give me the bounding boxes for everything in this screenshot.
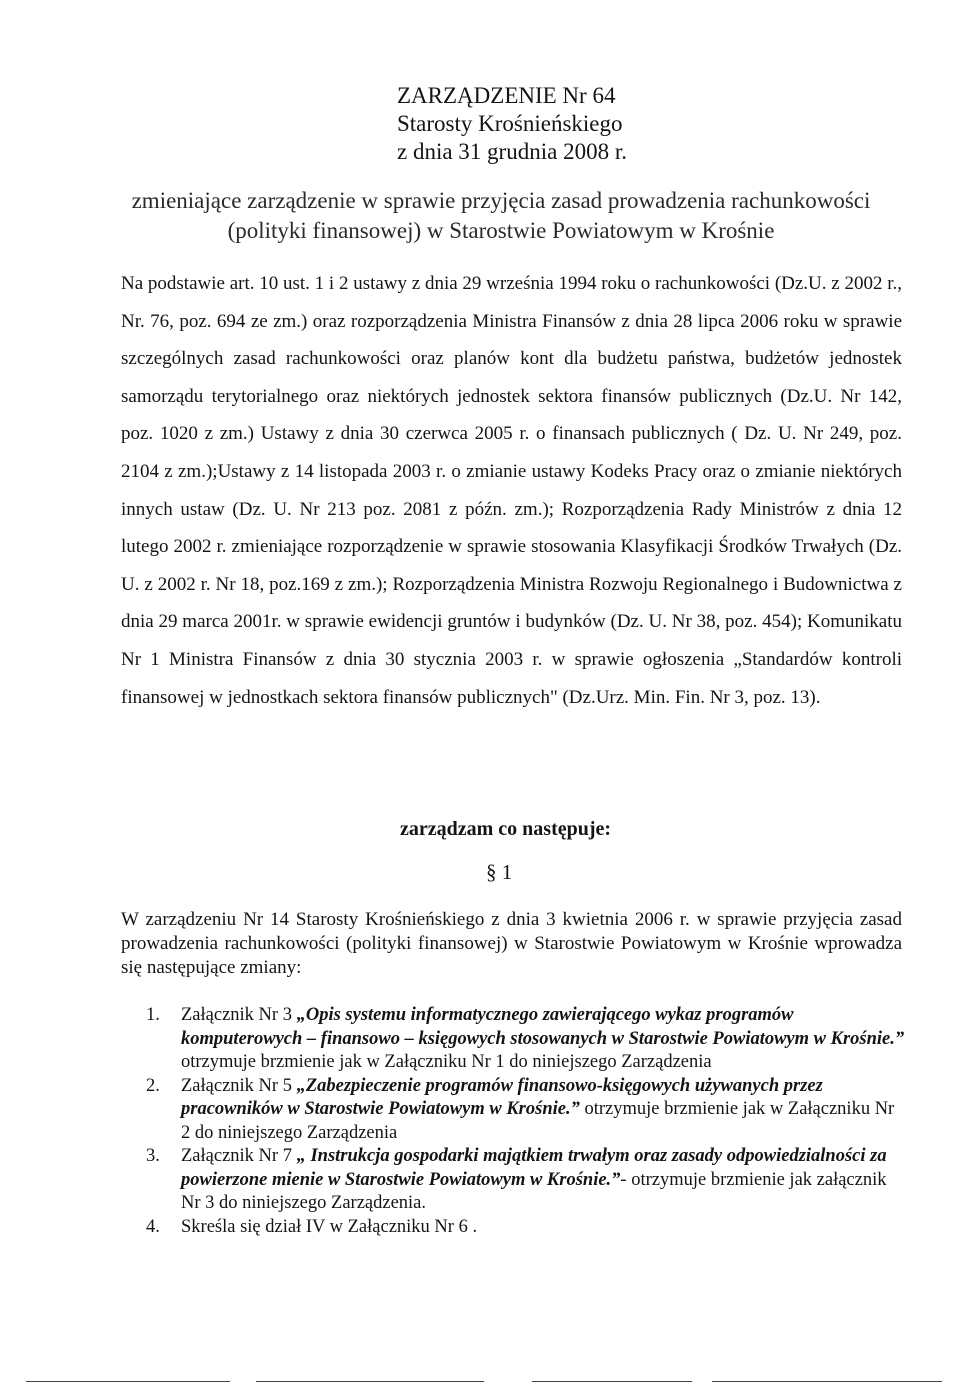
list-item-number: 1. [146, 1005, 160, 1025]
list-item [146, 1145, 906, 1216]
list-item-text: - otrzymuje brzmienie jak załącznik Nr 3 do niniejszego Zarządzenia. [181, 1169, 887, 1213]
list-item-text: Załącznik Nr 5 [181, 1075, 297, 1096]
footer-rule [532, 1381, 692, 1382]
document-date: z dnia 31 grudnia 2008 r. [397, 139, 627, 164]
list-item [146, 1216, 906, 1240]
footer-rule [256, 1381, 484, 1382]
list-item [146, 1075, 906, 1146]
legal-basis-paragraph: Na podstawie art. 10 ust. 1 i 2 ustawy z dnia 29 września 1994 roku o rachunkowości (Dz.U. z 2002 r., Nr. 76, poz. 694 ze zm.) oraz rozporządzenia Ministra Finansów z dnia 28 lipca 2006 roku w sprawie szczególnych zasad rachunkowości oraz planów kont dla budżetu państwa, budżetów jednostek samorządu terytorialnego oraz niektórych jednostek sektora finansów publicznych (Dz.U. Nr 142, poz. 1020 z zm.) Ustawy z dnia 30 czerwca 2005 r. o finansach publicznych ( Dz. U. Nr 249, poz. 2104 z zm.);Ustawy z 14 listopada 2003 r. o zmianie ustawy Kodeks Pracy oraz o zmianie niektórych innych ustaw (Dz. U. Nr 213 poz. 2081 z późn. zm.); Rozporządzenia Rady Ministrów z dnia 12 lutego 2002 r. zmieniające rozporządzenie w sprawie stosowania Klasyfikacji Środków Trwałych (Dz. U. z 2002 r. Nr 18, poz.169 z zm.); Rozporządzenia Ministra Rozwoju Regionalnego i Budownictwa z dnia 29 marca 2001r. w sprawie ewidencji gruntów i budynków (Dz. U. Nr 38, poz. 454); Komunikatu Nr 1 Ministra Finansów z dnia 30 stycznia 2003 r. w sprawie ogłoszenia „Standardów kontroli finansowej w jednostkach sektora finansów publicznych" (Dz.Urz. Min. Fin. Nr 3, poz. 13). [121, 273, 902, 708]
list-item-number: 2. [146, 1075, 160, 1096]
document-issuer: Starosty Krośnieńskiego [397, 111, 623, 136]
decree-heading: zarządzam co następuje: [400, 818, 612, 840]
list-item-text: otrzymuje brzmienie jak w Załączniku Nr 2 do niniejszego Zarządzenia [181, 1099, 895, 1143]
list-item-text: otrzymuje brzmienie jak w Załączniku Nr 1 do niniejszego Zarządzenia [181, 1052, 712, 1072]
list-item [146, 1004, 906, 1075]
list-item-emphasis: „Zabezpieczenie programów finansowo-księgowych używanych przez pracowników w Starostwie Powiatowym w Krośnie.” [181, 1075, 823, 1119]
list-item-text: Załącznik Nr 3 [181, 1005, 297, 1025]
list-item-text: Załącznik Nr 7 [181, 1146, 297, 1166]
list-item-emphasis: „Opis systemu informatycznego zawierającego wykaz programów komputerowych – finansowo – księgowych stosowanych w Starostwie Powiatowym w Krośnie.” [181, 1005, 905, 1049]
document-subject: zmieniające zarządzenie w sprawie przyjęcia zasad prowadzenia rachunkowości (polityki finansowej) w Starostwie Powiatowym w Krośnie [131, 188, 871, 243]
list-item-number: 3. [146, 1146, 160, 1166]
list-item-text: Skreśla się dział IV w Załączniku Nr 6 . [181, 1216, 478, 1237]
section-mark: § 1 [486, 860, 513, 884]
document-title: ZARZĄDZENIE Nr 64 [397, 83, 616, 108]
list-item-emphasis: „ Instrukcja gospodarki majątkiem trwałym oraz zasady odpowiedzialności za powierzone mienie w Starostwie Powiatowym w Krośnie.” [181, 1146, 887, 1190]
changes-list [146, 1004, 906, 1239]
list-item-number: 4. [146, 1216, 160, 1237]
footer-rule [26, 1381, 230, 1382]
footer-rule [712, 1381, 942, 1382]
intro-paragraph: W zarządzeniu Nr 14 Starosty Krośnieńskiego z dnia 3 kwietnia 2006 r. w sprawie przyjęcia zasad prowadzenia rachunkowości (polityki finansowej) w Starostwie Powiatowym w Krośnie wprowadza się następujące zmiany: [121, 909, 902, 978]
